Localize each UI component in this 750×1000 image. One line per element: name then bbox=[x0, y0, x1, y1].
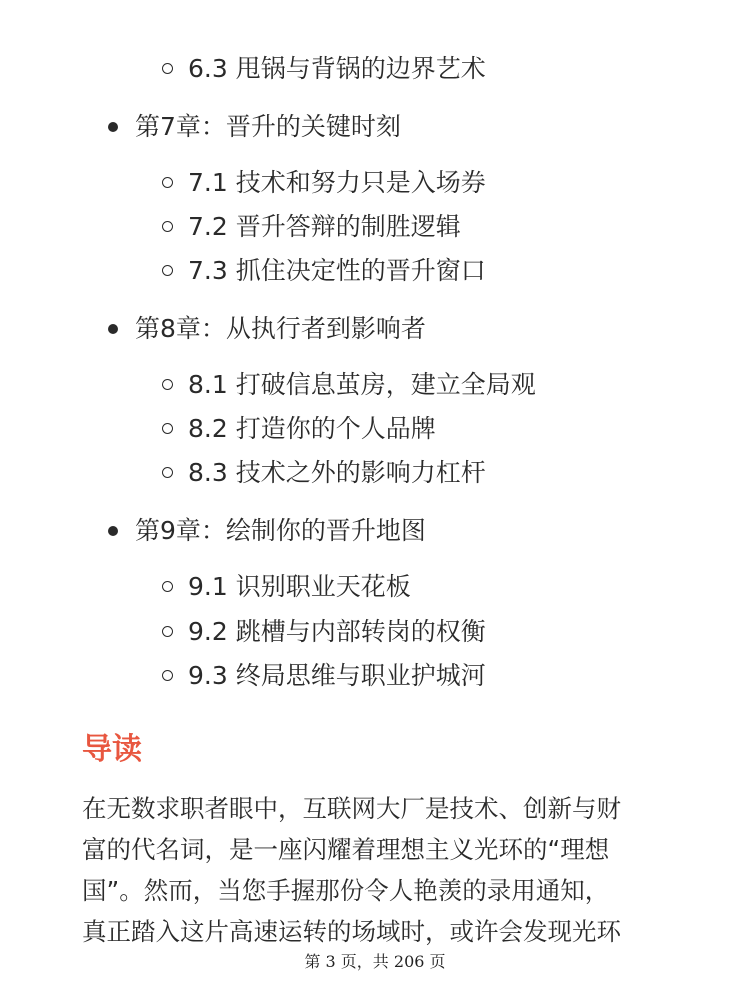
toc-section-label: 7.1 技术和努力只是入场券 bbox=[188, 168, 486, 197]
hollow-bullet-icon bbox=[162, 63, 173, 74]
toc-section-label: 9.3 终局思维与职业护城河 bbox=[188, 661, 486, 690]
toc-section-label: 7.3 抓住决定性的晋升窗口 bbox=[188, 256, 486, 285]
section-heading: 导读 bbox=[82, 732, 142, 767]
paragraph-line: 在无数求职者眼中，互联网大厂是技术、创新与财 bbox=[82, 794, 621, 823]
toc-chapter-label: 第9章：绘制你的晋升地图 bbox=[135, 516, 426, 545]
filled-bullet-icon bbox=[108, 122, 118, 132]
toc-section-label: 9.1 识别职业天花板 bbox=[188, 572, 411, 601]
toc-chapter-label: 第7章：晋升的关键时刻 bbox=[135, 112, 401, 141]
hollow-bullet-icon bbox=[162, 467, 173, 478]
paragraph-line: 真正踏入这片高速运转的场域时，或许会发现光环 bbox=[82, 917, 621, 946]
filled-bullet-icon bbox=[108, 526, 118, 536]
paragraph-line: 富的代名词，是一座闪耀着理想主义光环的“理想 bbox=[82, 835, 610, 864]
toc-section-label: 8.3 技术之外的影响力杠杆 bbox=[188, 458, 486, 487]
hollow-bullet-icon bbox=[162, 379, 173, 390]
toc-section-label: 9.2 跳槽与内部转岗的权衡 bbox=[188, 617, 486, 646]
toc-chapter-label: 第8章：从执行者到影响者 bbox=[135, 314, 426, 343]
hollow-bullet-icon bbox=[162, 221, 173, 232]
hollow-bullet-icon bbox=[162, 626, 173, 637]
hollow-bullet-icon bbox=[162, 581, 173, 592]
filled-bullet-icon bbox=[108, 324, 118, 334]
paragraph-line: 国”。然而，当您手握那份令人艳羡的录用通知， bbox=[82, 876, 610, 905]
hollow-bullet-icon bbox=[162, 177, 173, 188]
toc-section-label: 6.3 甩锅与背锅的边界艺术 bbox=[188, 54, 486, 83]
hollow-bullet-icon bbox=[162, 670, 173, 681]
hollow-bullet-icon bbox=[162, 265, 173, 276]
toc-section-label: 8.2 打造你的个人品牌 bbox=[188, 414, 436, 443]
hollow-bullet-icon bbox=[162, 423, 173, 434]
toc-section-label: 8.1 打破信息茧房，建立全局观 bbox=[188, 370, 536, 399]
page-footer: 第 3 页，共 206 页 bbox=[304, 952, 446, 971]
intro-paragraph bbox=[82, 788, 672, 952]
toc-section-label: 7.2 晋升答辩的制胜逻辑 bbox=[188, 212, 461, 241]
